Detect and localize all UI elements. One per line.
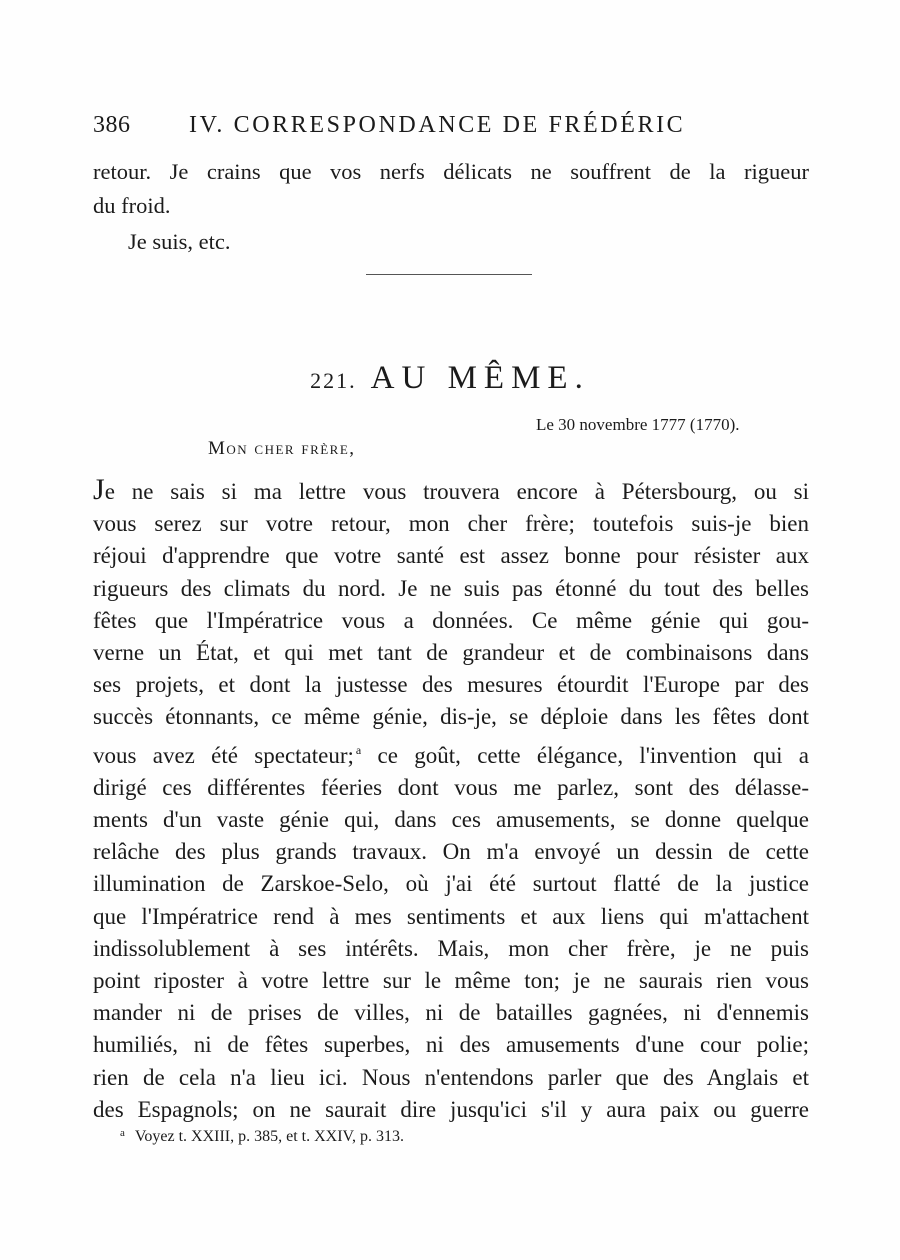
- letter-heading: [0, 360, 900, 397]
- body-line: illumination de Zarskoe-Selo, où j'ai été surtout flatté de la justice: [93, 871, 809, 897]
- letter-dateline: Le 30 novembre 1777 (1770).: [536, 415, 740, 434]
- footnote-mark: a: [120, 1127, 125, 1139]
- body-line: ments d'un vaste génie qui, dans ces amusements, se donne quelque: [93, 807, 809, 833]
- body-line: des Espagnols; on ne saurait dire jusqu'ici s'il y aura paix ou guerre: [93, 1096, 809, 1122]
- body-line: rien de cela n'a lieu ici. Nous n'entendons parler que des Anglais et: [93, 1064, 809, 1090]
- letter-number: 221.: [310, 368, 357, 393]
- body-line: que l'Impératrice rend à mes sentiments et aux liens qui m'attachent: [93, 903, 809, 929]
- body-line: fêtes que l'Impératrice vous a données. Ce même génie qui gou-: [93, 607, 809, 633]
- body-line: ses projets, et dont la justesse des mesures étourdit l'Europe par des: [93, 672, 809, 698]
- body-line-text: vous avez été spectateur;: [93, 742, 354, 768]
- body-line: verne un État, et qui met tant de grandeur et de combinaisons dans: [93, 640, 809, 666]
- body-line: [93, 734, 809, 772]
- letter-closing: Je suis, etc.: [128, 229, 231, 254]
- letter-body: [93, 475, 809, 1126]
- section-separator: [366, 274, 532, 275]
- continuation-line: retour. Je crains que vos nerfs délicats ne souffrent de la rigueur: [93, 159, 809, 184]
- body-line: vous serez sur votre retour, mon cher frère; toutefois suis-je bien: [93, 511, 809, 537]
- body-line: réjoui d'apprendre que votre santé est assez bonne pour résister aux: [93, 543, 809, 569]
- running-head: [93, 112, 813, 139]
- letter-title: AU MÊME.: [370, 360, 590, 396]
- continuation-line: du froid.: [93, 193, 171, 218]
- body-line: [93, 475, 809, 508]
- body-line-text: ce goût, cette élégance, l'invention qui a: [361, 742, 809, 768]
- body-line: rigueurs des climats du nord. Je ne suis pas étonné du tout des belles: [93, 575, 809, 601]
- body-line: dirigé ces différentes féeries dont vous me parlez, sont des délasse-: [93, 774, 809, 800]
- footnote-text: Voyez t. XXIII, p. 385, et t. XXIV, p. 313.: [134, 1128, 405, 1145]
- body-line: point riposter à votre lettre sur le même ton; je ne saurais rien vous: [93, 968, 809, 994]
- body-line: mander ni de prises de villes, ni de batailles gagnées, ni d'ennemis: [93, 1000, 809, 1026]
- body-line: humiliés, ni de fêtes superbes, ni des amusements d'une cour polie;: [93, 1032, 809, 1058]
- body-line-text: e ne sais si ma lettre vous trouvera encore à Pétersbourg, ou si: [104, 479, 809, 504]
- body-line: succès étonnants, ce même génie, dis-je, se déploie dans les fêtes dont: [93, 704, 809, 730]
- running-title: IV. CORRESPONDANCE DE FRÉDÉRIC: [189, 112, 686, 138]
- body-line: indissolublement à ses intérêts. Mais, mon cher frère, je ne puis: [93, 935, 809, 961]
- initial-letter: J: [93, 473, 105, 506]
- body-line: relâche des plus grands travaux. On m'a envoyé un dessin de cette: [93, 839, 809, 865]
- footnote: [120, 1127, 404, 1146]
- footnote-reference[interactable]: a: [355, 742, 362, 757]
- letter-salutation: Mon cher frère,: [208, 438, 356, 459]
- page-number: 386: [93, 112, 131, 138]
